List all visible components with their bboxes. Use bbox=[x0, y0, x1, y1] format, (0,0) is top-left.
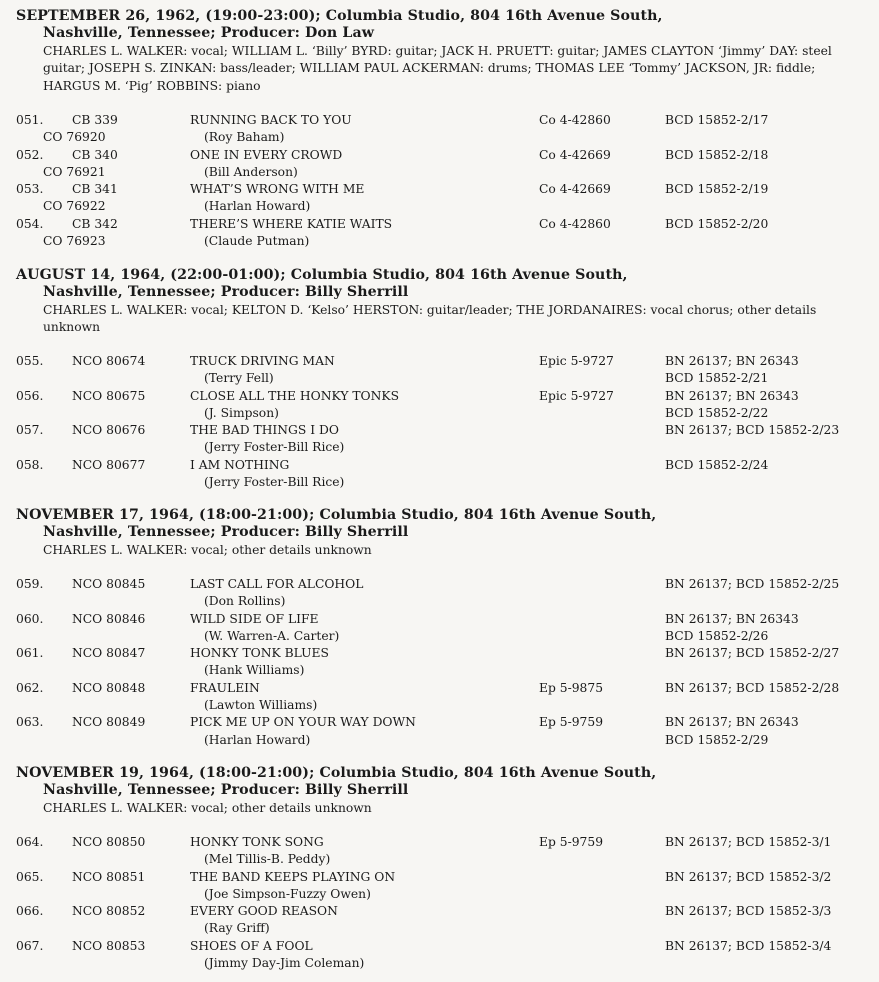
issue-line: BCD 15852-2/22 bbox=[665, 405, 769, 420]
track-number: 065. bbox=[16, 869, 44, 884]
session-heading-line2: Nashville, Tennessee; Producer: Don Law bbox=[43, 25, 375, 41]
session-heading bbox=[16, 267, 866, 301]
track-row bbox=[0, 422, 879, 456]
matrix-number-alt: CO 76921 bbox=[43, 164, 106, 179]
track-number: 053. bbox=[16, 182, 44, 197]
song-title: THE BAND KEEPS PLAYING ON bbox=[190, 869, 396, 884]
track-number: 061. bbox=[16, 646, 44, 661]
track-number: 051. bbox=[16, 113, 44, 127]
track-row bbox=[0, 834, 879, 868]
single-release: Epic 5-9727 bbox=[539, 388, 614, 403]
track-number: 058. bbox=[16, 457, 44, 472]
issue-line: BCD 15852-2/19 bbox=[665, 182, 769, 197]
track-number: 052. bbox=[16, 147, 44, 162]
session-heading-line2: Nashville, Tennessee; Producer: Billy Sherrill bbox=[43, 284, 409, 300]
song-composer: (Joe Simpson-Fuzzy Owen) bbox=[204, 886, 371, 901]
issue-line: BN 26137; BN 26343 bbox=[665, 715, 799, 730]
matrix-number: NCO 80848 bbox=[72, 680, 146, 695]
album-issues bbox=[665, 903, 831, 920]
song-title: RUNNING BACK TO YOU bbox=[190, 113, 352, 127]
song-title: WHAT’S WRONG WITH ME bbox=[190, 182, 365, 197]
track-row bbox=[0, 611, 879, 645]
album-issues bbox=[665, 680, 839, 697]
song-title: ONE IN EVERY CROWD bbox=[190, 147, 343, 162]
album-issues bbox=[665, 938, 831, 955]
album-issues bbox=[665, 216, 768, 233]
issue-line: BN 26137; BCD 15852-3/1 bbox=[665, 835, 832, 849]
song-composer: (W. Warren-A. Carter) bbox=[204, 628, 340, 643]
issue-line: BN 26137; BCD 15852-3/2 bbox=[665, 869, 832, 884]
song-title: THE BAD THINGS I DO bbox=[190, 423, 339, 438]
issue-line: BN 26137; BCD 15852-2/23 bbox=[665, 423, 840, 438]
matrix-number: NCO 80851 bbox=[72, 869, 146, 884]
issue-line: BN 26137; BN 26343 bbox=[665, 354, 799, 368]
track-row bbox=[0, 388, 879, 422]
album-issues bbox=[665, 147, 768, 164]
song-composer: (Bill Anderson) bbox=[204, 164, 298, 179]
matrix-number: NCO 80676 bbox=[72, 423, 146, 438]
session-heading-line2: Nashville, Tennessee; Producer: Billy Sherrill bbox=[43, 524, 409, 540]
track-number: 062. bbox=[16, 680, 44, 695]
track-row bbox=[0, 112, 879, 146]
track-number: 055. bbox=[16, 354, 44, 368]
matrix-number: NCO 80677 bbox=[72, 457, 146, 472]
matrix-number: CB 341 bbox=[72, 182, 118, 197]
album-issues bbox=[665, 457, 768, 474]
album-issues bbox=[665, 834, 831, 851]
session-heading bbox=[16, 765, 866, 799]
track-number: 059. bbox=[16, 577, 44, 591]
song-composer: (Hank Williams) bbox=[204, 663, 305, 678]
matrix-number: NCO 80675 bbox=[72, 388, 146, 403]
single-release: Ep 5-9759 bbox=[539, 835, 604, 849]
song-composer: (Mel Tillis-B. Peddy) bbox=[204, 852, 331, 867]
song-composer: (Terry Fell) bbox=[204, 371, 274, 386]
single-release: Co 4-42860 bbox=[539, 216, 611, 231]
track-row bbox=[0, 457, 879, 491]
song-title: EVERY GOOD REASON bbox=[190, 904, 338, 919]
matrix-number: NCO 80849 bbox=[72, 715, 146, 730]
issue-line: BN 26137; BCD 15852-2/28 bbox=[665, 680, 840, 695]
track-row bbox=[0, 353, 879, 387]
session-heading-line1: NOVEMBER 19, 1964, (18:00-21:00); Columbia Studio, 804 16th Avenue South, bbox=[16, 765, 657, 781]
track-number: 057. bbox=[16, 423, 44, 438]
track-number: 066. bbox=[16, 904, 44, 919]
song-title: HONKY TONK SONG bbox=[190, 835, 324, 849]
issue-line: BCD 15852-2/18 bbox=[665, 147, 769, 162]
issue-line: BCD 15852-2/21 bbox=[665, 371, 769, 386]
track-number: 056. bbox=[16, 388, 44, 403]
session-heading-line1: AUGUST 14, 1964, (22:00-01:00); Columbia Studio, 804 16th Avenue South, bbox=[16, 267, 628, 283]
matrix-number: NCO 80850 bbox=[72, 835, 146, 849]
session-heading-line2: Nashville, Tennessee; Producer: Billy Sherrill bbox=[43, 782, 409, 798]
session-heading-line1: SEPTEMBER 26, 1962, (19:00-23:00); Columbia Studio, 804 16th Avenue South, bbox=[16, 8, 663, 24]
single-release: Co 4-42669 bbox=[539, 147, 611, 162]
track-row bbox=[0, 181, 879, 215]
single-release: Ep 5-9759 bbox=[539, 715, 604, 730]
issue-line: BCD 15852-2/29 bbox=[665, 732, 769, 747]
track-number: 064. bbox=[16, 835, 44, 849]
song-title: CLOSE ALL THE HONKY TONKS bbox=[190, 388, 399, 403]
song-title: FRAULEIN bbox=[190, 680, 260, 695]
matrix-number: NCO 80845 bbox=[72, 577, 146, 591]
song-composer: (Harlan Howard) bbox=[204, 732, 311, 747]
track-row bbox=[0, 147, 879, 181]
matrix-number: CB 342 bbox=[72, 216, 118, 231]
song-title: I AM NOTHING bbox=[190, 457, 290, 472]
session-heading-line1: NOVEMBER 17, 1964, (18:00-21:00); Columbia Studio, 804 16th Avenue South, bbox=[16, 507, 657, 523]
song-composer: (Harlan Howard) bbox=[204, 199, 311, 214]
issue-line: BN 26137; BN 26343 bbox=[665, 388, 799, 403]
session-heading bbox=[16, 507, 866, 541]
album-issues bbox=[665, 388, 799, 423]
song-title: TRUCK DRIVING MAN bbox=[190, 354, 335, 368]
song-composer: (Jerry Foster-Bill Rice) bbox=[204, 475, 345, 490]
song-title: PICK ME UP ON YOUR WAY DOWN bbox=[190, 715, 416, 730]
single-release: Ep 5-9875 bbox=[539, 680, 604, 695]
matrix-number: NCO 80674 bbox=[72, 354, 146, 368]
issue-line: BCD 15852-2/26 bbox=[665, 628, 769, 643]
album-issues bbox=[665, 181, 768, 198]
song-composer: (Don Rollins) bbox=[204, 594, 286, 609]
track-number: 063. bbox=[16, 715, 44, 730]
album-issues bbox=[665, 353, 799, 388]
track-row bbox=[0, 216, 879, 250]
matrix-number: CB 340 bbox=[72, 147, 118, 162]
album-issues bbox=[665, 576, 839, 593]
song-title: THERE’S WHERE KATIE WAITS bbox=[190, 216, 393, 231]
song-title: WILD SIDE OF LIFE bbox=[190, 611, 319, 626]
song-composer: (Ray Griff) bbox=[204, 921, 270, 936]
matrix-number-alt: CO 76923 bbox=[43, 234, 106, 249]
issue-line: BCD 15852-2/24 bbox=[665, 457, 769, 472]
issue-line: BN 26137; BCD 15852-2/27 bbox=[665, 646, 840, 661]
single-release: Epic 5-9727 bbox=[539, 354, 614, 368]
track-row bbox=[0, 938, 879, 972]
track-row bbox=[0, 645, 879, 679]
issue-line: BCD 15852-2/20 bbox=[665, 216, 769, 231]
issue-line: BCD 15852-2/17 bbox=[665, 113, 769, 127]
song-composer: (Claude Putman) bbox=[204, 234, 310, 249]
session-personnel: CHARLES L. WALKER: vocal; other details unknown bbox=[43, 801, 372, 815]
matrix-number-alt: CO 76922 bbox=[43, 199, 106, 214]
album-issues bbox=[665, 645, 839, 662]
song-composer: (Jimmy Day-Jim Coleman) bbox=[204, 956, 365, 971]
single-release: Co 4-42860 bbox=[539, 113, 611, 127]
album-issues bbox=[665, 714, 799, 749]
song-composer: (Lawton Williams) bbox=[204, 698, 318, 713]
song-title: SHOES OF A FOOL bbox=[190, 938, 313, 953]
track-number: 060. bbox=[16, 611, 44, 626]
issue-line: BN 26137; BCD 15852-3/3 bbox=[665, 904, 832, 919]
song-composer: (Jerry Foster-Bill Rice) bbox=[204, 440, 345, 455]
track-number: 067. bbox=[16, 938, 44, 953]
session-personnel: CHARLES L. WALKER: vocal; WILLIAM L. ‘Billy’ BYRD: guitar; JACK H. PRUETT: guitar; JAMES CLAYTON ‘Jimmy’ DAY: steel guitar; JOSEPH S. ZINKAN: bass/leader; WILLIAM PAUL ACKERMAN: drums; THOMAS LEE ‘Tommy’ JACKSON, JR: fiddle; HARGUS M. ‘Pig’ ROBBINS: piano bbox=[43, 44, 832, 93]
album-issues bbox=[665, 422, 839, 439]
matrix-number: NCO 80847 bbox=[72, 646, 146, 661]
album-issues bbox=[665, 611, 799, 646]
issue-line: BN 26137; BCD 15852-2/25 bbox=[665, 577, 840, 591]
track-number: 054. bbox=[16, 216, 44, 231]
single-release: Co 4-42669 bbox=[539, 182, 611, 197]
track-row bbox=[0, 714, 879, 748]
song-composer: (J. Simpson) bbox=[204, 405, 279, 420]
matrix-number: NCO 80853 bbox=[72, 938, 146, 953]
session-personnel: CHARLES L. WALKER: vocal; other details unknown bbox=[43, 543, 372, 557]
matrix-number: CB 339 bbox=[72, 113, 118, 127]
song-title: LAST CALL FOR ALCOHOL bbox=[190, 577, 364, 591]
issue-line: BN 26137; BCD 15852-3/4 bbox=[665, 938, 832, 953]
track-row bbox=[0, 680, 879, 714]
song-title: HONKY TONK BLUES bbox=[190, 646, 329, 661]
matrix-number: NCO 80852 bbox=[72, 904, 146, 919]
session-heading bbox=[16, 8, 866, 42]
session-personnel: CHARLES L. WALKER: vocal; KELTON D. ‘Kelso’ HERSTON: guitar/leader; THE JORDANAIRES: vocal chorus; other details unknown bbox=[43, 303, 817, 335]
album-issues bbox=[665, 869, 831, 886]
track-row bbox=[0, 869, 879, 903]
track-row bbox=[0, 903, 879, 937]
matrix-number-alt: CO 76920 bbox=[43, 130, 106, 145]
song-composer: (Roy Baham) bbox=[204, 130, 285, 145]
track-row bbox=[0, 576, 879, 610]
issue-line: BN 26137; BN 26343 bbox=[665, 611, 799, 626]
album-issues bbox=[665, 112, 768, 129]
matrix-number: NCO 80846 bbox=[72, 611, 146, 626]
